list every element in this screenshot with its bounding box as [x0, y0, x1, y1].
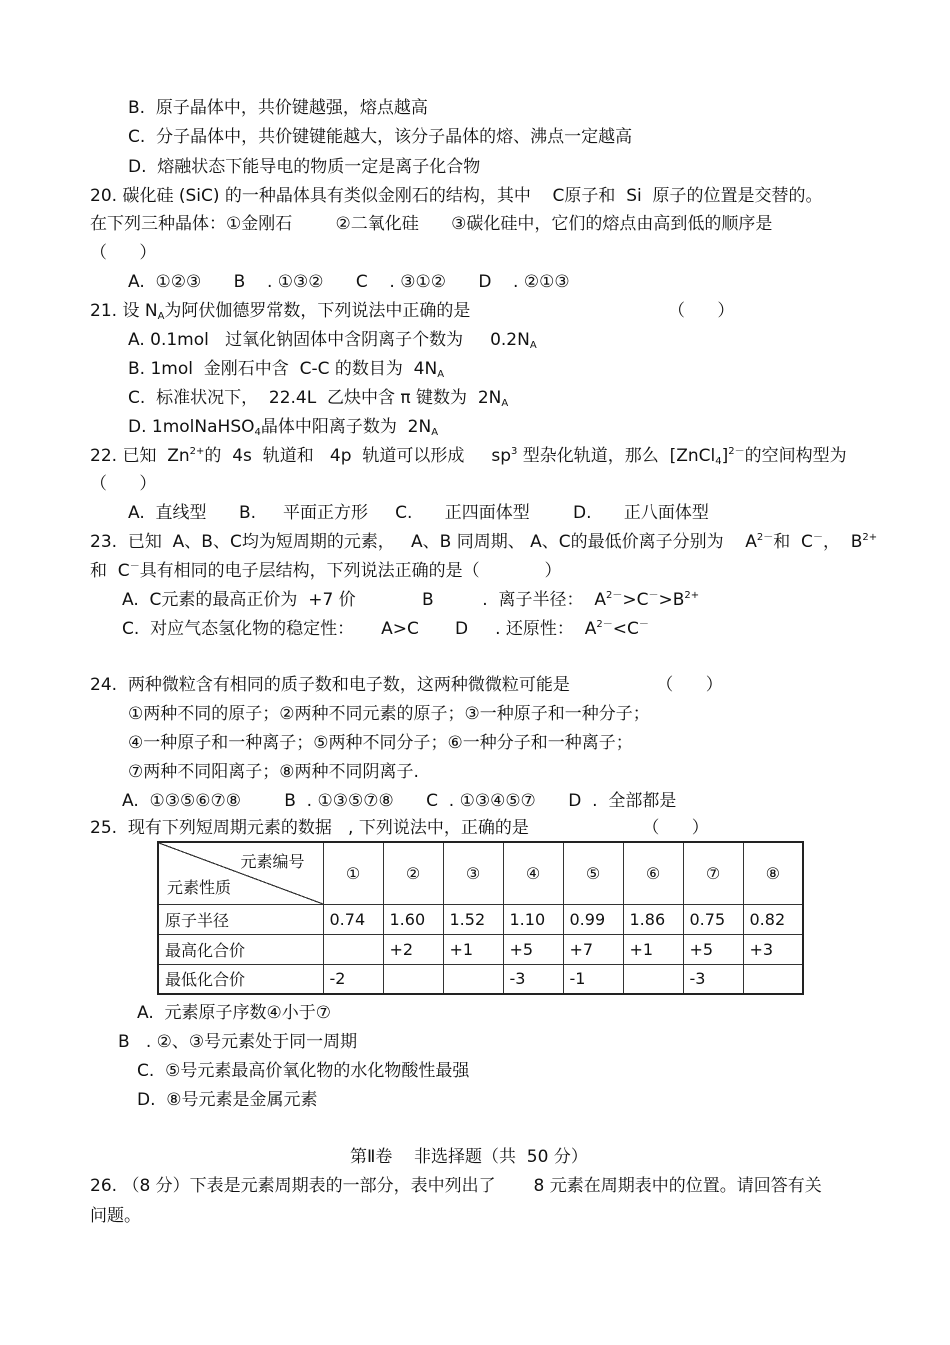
- q22-options: A. 直线型 B. 平面正方形 C. 正四面体型 D. 正八面体型: [128, 503, 709, 523]
- table-header-row: [158, 842, 803, 904]
- row-label: 原子半径: [158, 904, 323, 934]
- q24-list-line3: ⑦两种不同阳离子；⑧两种不同阴离子.: [128, 762, 419, 782]
- q23-stem-line2: 和 C－具有相同的电子层结构，下列说法正确的是（ ）: [90, 561, 562, 581]
- table-cell: 1.60: [383, 904, 443, 934]
- table-cell: 0.74: [323, 904, 383, 934]
- table-cell: [383, 964, 443, 994]
- col-header: ④: [503, 842, 563, 904]
- table-corner-cell: [158, 842, 323, 904]
- q21-stem: 21. 设 $N_A$为阿伏伽德罗常数，下列说法中正确的是: [90, 301, 471, 322]
- table-cell: -2: [323, 964, 383, 994]
- q21-option-a: A. 0.1mol 过氧化钠固体中含阴离子个数为 $0.2N_A$: [128, 330, 537, 351]
- q26-stem-line1: 26. （8 分）下表是元素周期表的一部分，表中列出了 8 元素在周期表中的位置。请回答有关: [90, 1176, 822, 1196]
- q24-options: A. ①③⑤⑥⑦⑧ B . ①③⑤⑦⑧ C . ①③④⑤⑦ D . 全部都是: [122, 791, 677, 811]
- q25-option-b: B . ②、③号元素处于同一周期: [118, 1032, 358, 1052]
- table-cell: +5: [503, 934, 563, 964]
- table-cell: 0.75: [683, 904, 743, 934]
- table-cell: -3: [683, 964, 743, 994]
- table-cell: +2: [383, 934, 443, 964]
- corner-label-element-number: 元素编号: [240, 852, 305, 871]
- table-cell: +7: [563, 934, 623, 964]
- q23-option-c: C. 对应气态氢化物的稳定性： A>C: [122, 619, 419, 639]
- q20-stem-line2: 在下列三种晶体：①金刚石 ②二氧化硅 ③碳化硅中，它们的熔点由高到低的顺序是: [90, 214, 773, 234]
- table-cell: [323, 934, 383, 964]
- q19-option-d: D. 熔融状态下能导电的物质一定是离子化合物: [128, 157, 481, 177]
- table-cell: +3: [743, 934, 803, 964]
- q20-stem-line1: 20. 碳化硅 (SiC) 的一种晶体具有类似金刚石的结构，其中 C原子和 Si 原子的位置是交替的。: [90, 186, 823, 206]
- q25-option-d: D. ⑧号元素是金属元素: [137, 1090, 318, 1110]
- row-label: 最低化合价: [158, 964, 323, 994]
- col-header: ③: [443, 842, 503, 904]
- table-row: [158, 964, 803, 994]
- section-title: 第Ⅱ卷 非选择题（共 50 分）: [350, 1147, 588, 1167]
- q24-list-line2: ④一种原子和一种离子；⑤两种不同分子；⑥一种分子和一种离子；: [128, 733, 633, 753]
- table-cell: 0.99: [563, 904, 623, 934]
- q19-option-c: C. 分子晶体中，共价键键能越大，该分子晶体的熔、沸点一定越高: [128, 127, 633, 147]
- q21-option-d: D. 1molNaHSO$_4$晶体中阳离子数为 $2N_A$: [128, 417, 439, 438]
- q22-stem: 22. 已知 $Zn^{2+}$的 4s 轨道和 4p 轨道可以形成 $sp^3$ 型杂化轨道，那么 [ZnCl$_4$]$^{2-}$的空间构型为: [90, 446, 847, 467]
- q23-option-a: A. C元素的最高正价为 +7 价: [122, 590, 356, 610]
- q19-option-b: B. 原子晶体中，共价键越强，熔点越高: [128, 98, 428, 118]
- table-cell: [623, 964, 683, 994]
- table-row: [158, 904, 803, 934]
- q20-answer-paren: （ ）: [90, 243, 157, 263]
- table-cell: +1: [443, 934, 503, 964]
- q23-option-d: D . 还原性： $A^{2-}<C^-$: [455, 619, 649, 639]
- q25-option-c: C. ⑤号元素最高价氧化物的水化物酸性最强: [137, 1061, 470, 1081]
- corner-label-property: 元素性质: [167, 877, 232, 897]
- q20-options: A. ①②③ B . ①③② C . ③①② D . ②①③: [128, 272, 570, 292]
- q21-option-b: B. 1mol 金刚石中含 C-C 的数目为 $4N_A$: [128, 359, 445, 380]
- col-header: ⑤: [563, 842, 623, 904]
- q23-stem-line1: 23. 已知 A、B、C均为短周期的元素， A、B 同周期、 A、C的最低价离子分别为 $A^{2-}$和 C－， $B^{2+}$: [90, 532, 878, 552]
- table-cell: 1.86: [623, 904, 683, 934]
- table-cell: +5: [683, 934, 743, 964]
- col-header: ⑥: [623, 842, 683, 904]
- element-data-table: [157, 841, 804, 995]
- table-cell: +1: [623, 934, 683, 964]
- q21-answer-paren: （ ）: [668, 301, 735, 321]
- q23-option-b: B . 离子半径： $A^{2-}>C^->B^{2+}$: [422, 590, 700, 610]
- table-row: [158, 934, 803, 964]
- q26-stem-line2: 问题。: [90, 1206, 141, 1226]
- col-header: ⑦: [683, 842, 743, 904]
- q25-option-a: A. 元素原子序数④小于⑦: [137, 1003, 332, 1023]
- q24-stem: 24. 两种微粒含有相同的质子数和电子数，这两种微微粒可能是 （ ）: [90, 675, 723, 695]
- table-cell: -1: [563, 964, 623, 994]
- q24-list-line1: ①两种不同的原子；②两种不同元素的原子；③一种原子和一种分子；: [128, 704, 650, 724]
- col-header: ②: [383, 842, 443, 904]
- table-cell: 0.82: [743, 904, 803, 934]
- table-cell: [443, 964, 503, 994]
- col-header: ⑧: [743, 842, 803, 904]
- table-cell: 1.10: [503, 904, 563, 934]
- q21-option-c: C. 标准状况下， 22.4L 乙炔中含 π 键数为 $2N_A$: [128, 388, 509, 409]
- col-header: ①: [323, 842, 383, 904]
- table-cell: -3: [503, 964, 563, 994]
- row-label: 最高化合价: [158, 934, 323, 964]
- table-cell: [743, 964, 803, 994]
- table-cell: 1.52: [443, 904, 503, 934]
- q25-stem: 25. 现有下列短周期元素的数据 , 下列说法中，正确的是 （ ）: [90, 818, 709, 838]
- q22-answer-paren: （ ）: [90, 474, 157, 494]
